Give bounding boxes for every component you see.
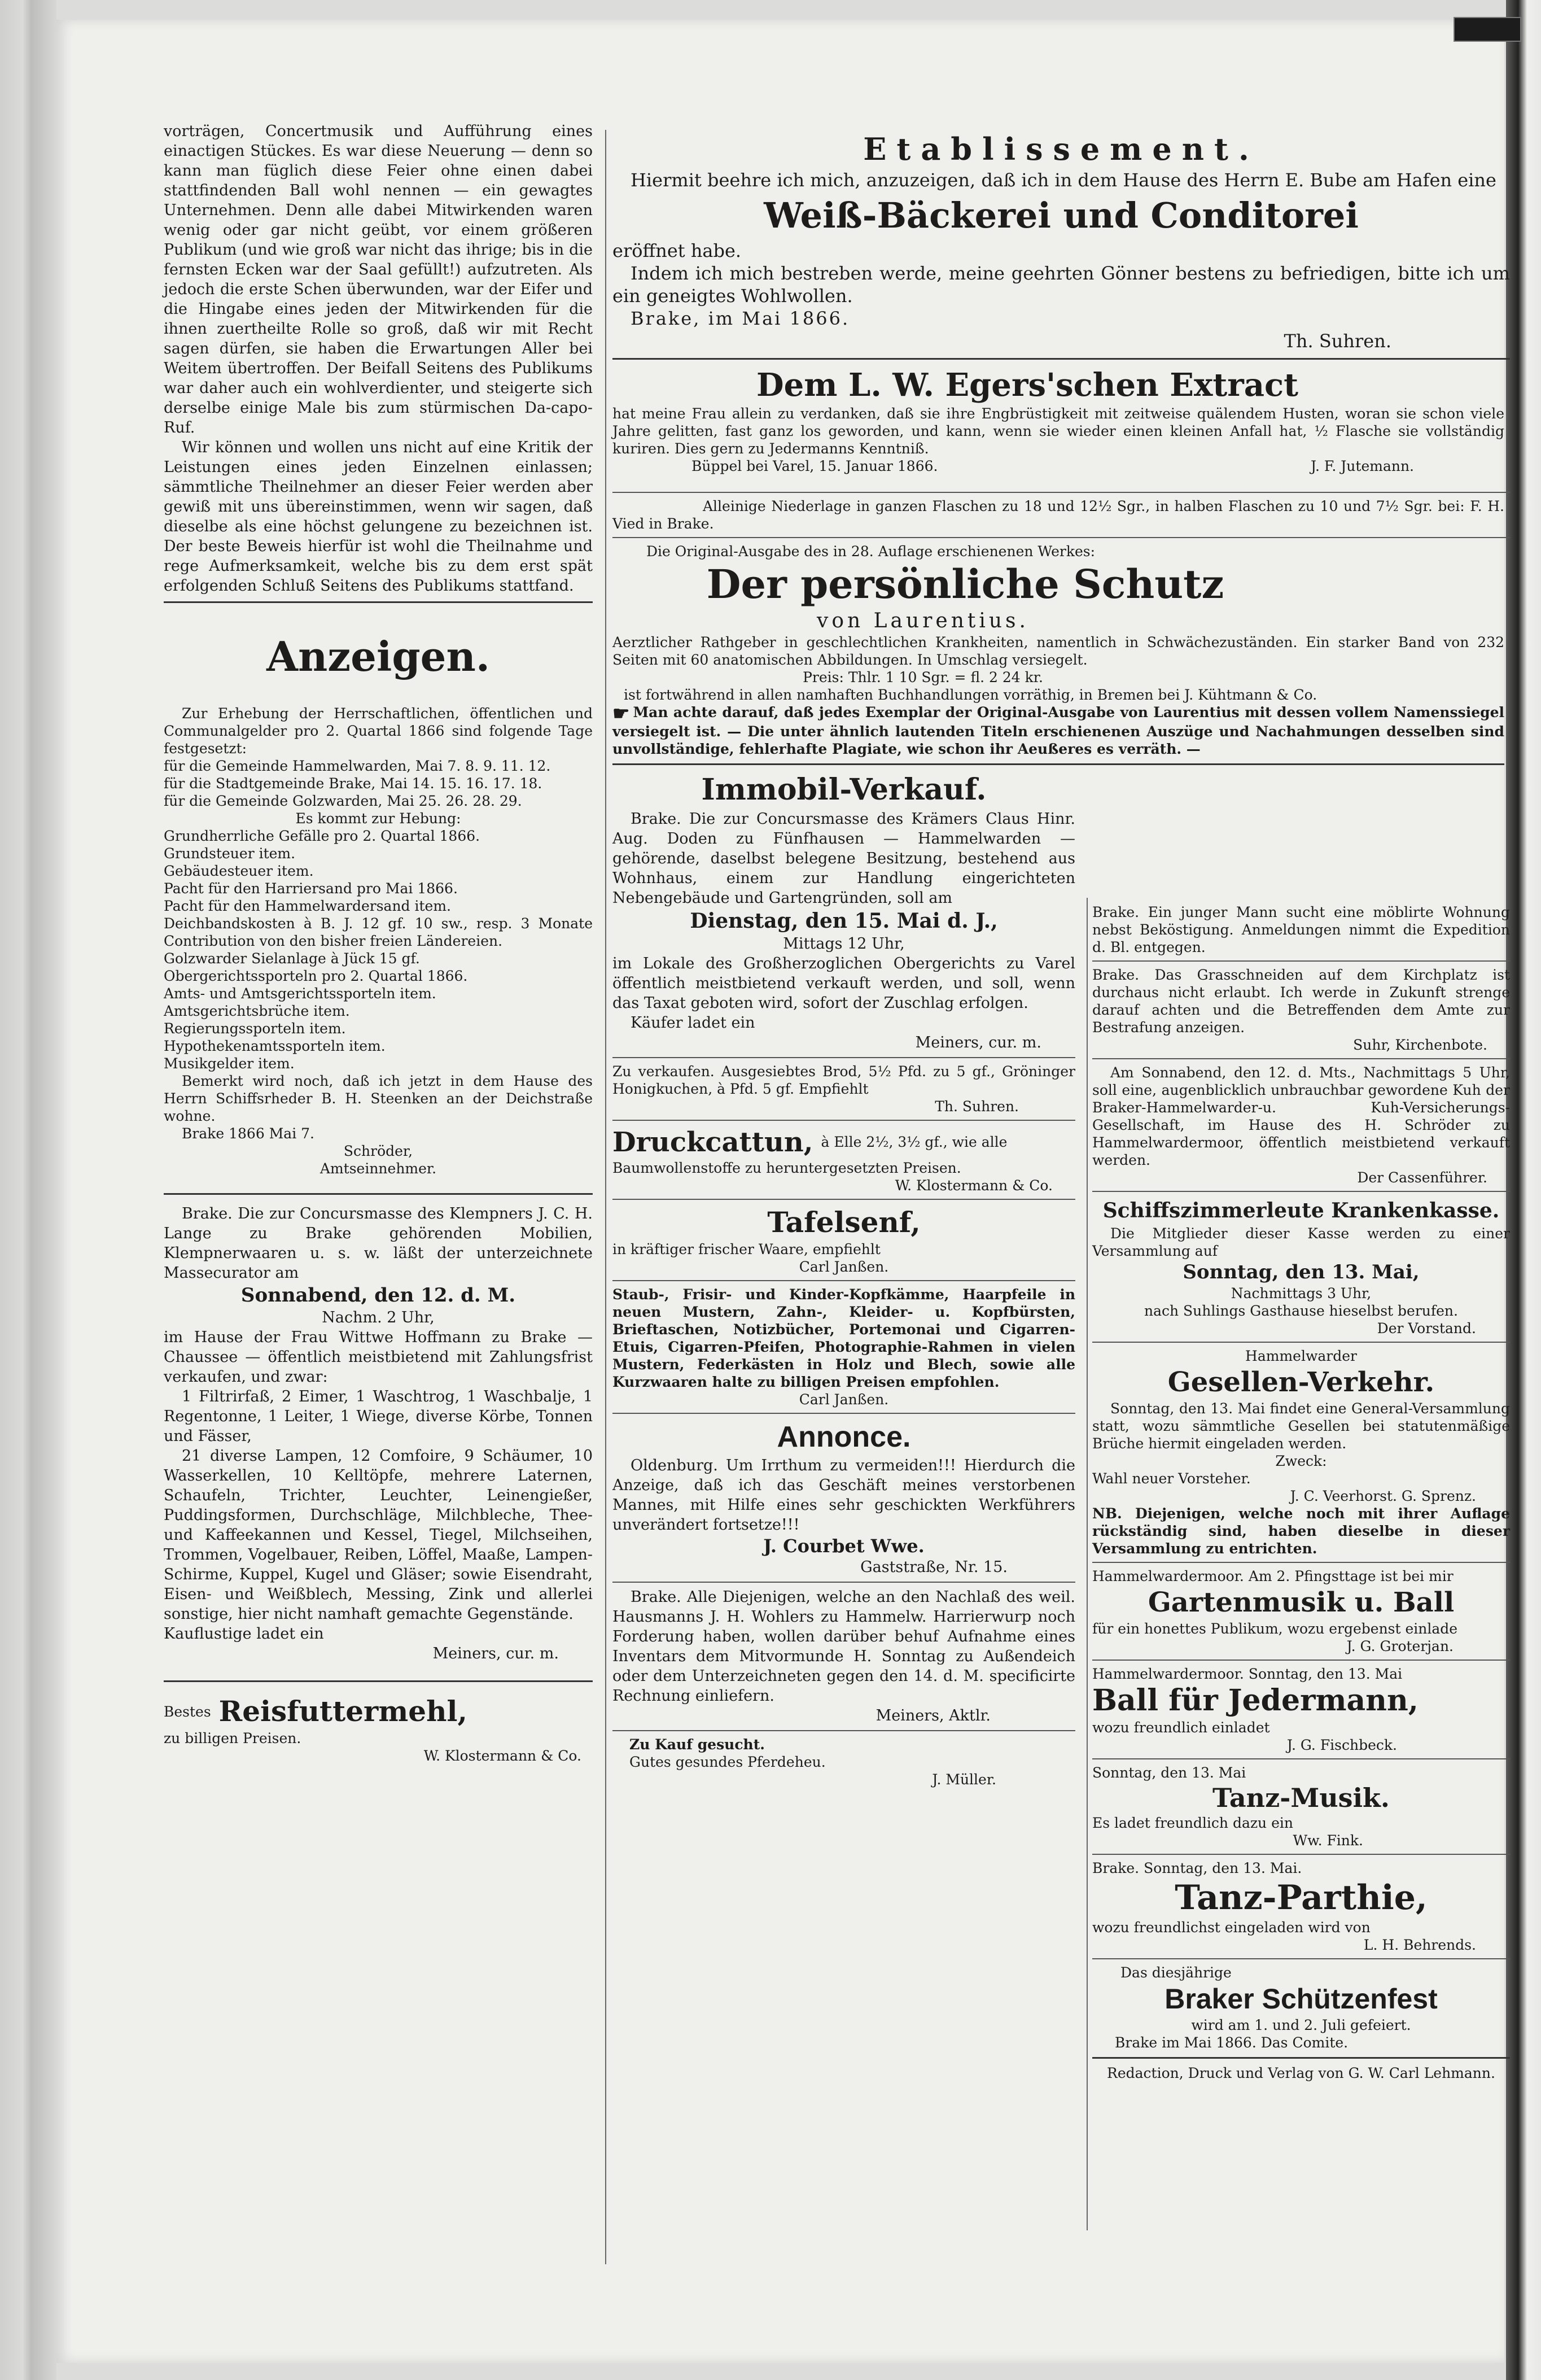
ad-signature: Carl Janßen. (799, 1391, 889, 1408)
ad-signature: J. G. Groterjan. (1346, 1638, 1454, 1654)
book-spine-edge (0, 0, 56, 2380)
ad-druckcattun (612, 1125, 1075, 1159)
ad-title: Immobil-Verkauf. (701, 772, 987, 807)
notice-text: Zur Erhebung der Herrschaftlichen, öffentlichen und Communalgelder pro 2. Quartal 1866 sind folgende Tage festgesetzt: (164, 705, 593, 757)
divider (1092, 1342, 1510, 1343)
notice-text: Sonntag, den 13. Mai findet eine General-Versammlung statt, wozu sämmtliche Gesellen bei statutenmäßige Brüche hiermit eingeladen werden. (1092, 1400, 1510, 1452)
list-item: Amtsgerichtsbrüche item. (164, 1003, 350, 1019)
ad-signature: Carl Janßen. (799, 1258, 889, 1275)
tax-list (164, 827, 593, 1072)
ad-text: in kräftiger frischer Waare, empfiehlt (612, 1241, 881, 1257)
ad-text: Baumwollenstoffe zu heruntergesetzten Preisen. (612, 1159, 961, 1176)
ad-text: Hammelwardermoor. Am 2. Pfingsttage ist bei mir (1092, 1568, 1454, 1584)
notice-text: Kauflustige ladet ein (164, 1625, 324, 1643)
ad-text: wozu freundlich einladet (1092, 1719, 1270, 1736)
ad-text: Brake im Mai 1866. Das Comite. (1115, 2034, 1349, 2051)
imprint: Redaction, Druck und Verlag von G. W. Carl Lehmann. (1107, 2065, 1495, 2081)
ad-title: Schiffszimmerleute Krankenkasse. (1102, 1199, 1500, 1222)
list-item: Pacht für den Hammelwardersand item. (164, 898, 451, 914)
ad-title: Tafelsenf, (767, 1205, 921, 1239)
notice-text: 1 Filtrirfaß, 2 Eimer, 1 Waschtrog, 1 Waschbalje, 1 Regentonne, 1 Leiter, 1 Wiege, diverse Körbe, Tonnen und Fässer, (164, 1388, 593, 1445)
notice-text: Bemerkt wird noch, daß ich jetzt in dem Hause des Herrn Schiffsrheder B. H. Steenken an der Deichstraße wohne. (164, 1073, 593, 1124)
ad-title: Etablissement. (863, 131, 1259, 167)
divider (1092, 1958, 1510, 1959)
ad-text: im Lokale des Großherzoglichen Obergerichts zu Varel öffentlich meistbietend verkauft werden, und soll, wenn das Taxat geboten wird, sofort der Zuschlag erfolgen. (612, 954, 1075, 1012)
ad-text: Die Original-Ausgabe des in 28. Auflage erschienenen Werkes: (646, 543, 1096, 560)
ad-text: wird am 1. und 2. Juli gefeiert. (1191, 2017, 1411, 2033)
divider (1092, 1191, 1510, 1192)
divider (612, 1730, 1075, 1731)
divider (164, 601, 593, 603)
section-heading: Anzeigen. (266, 632, 490, 680)
list-item: Pacht für den Harriersand pro Mai 1866. (164, 880, 458, 897)
notice-signature: Suhr, Kirchenbote. (1353, 1037, 1487, 1053)
divider (1092, 2057, 1510, 2059)
next-page-edge (1506, 0, 1541, 2380)
ad-signature: L. H. Behrends. (1363, 1937, 1476, 1953)
ad-title: Tanz-Parthie, (1175, 1878, 1428, 1918)
middle-subcolumn (612, 771, 1075, 1788)
pointing-hand-icon: ☛ (612, 702, 630, 725)
divider (612, 1199, 1075, 1200)
ad-warning-text: Man achte darauf, daß jedes Exemplar der Original-Ausgabe von Laurentius mit dessen vollem Namenssiegel versiegelt ist. — Die unter ähnlich lautenden Titeln erschienenen Auszüge und Nachahmungen desselben sind unvollständige, fehlerhafte Plagiate, wie schon ihr Aeußeres es verräth. — (612, 704, 1504, 757)
divider (1092, 1758, 1510, 1759)
divider (612, 1413, 1075, 1414)
ad-text: zu billigen Preisen. (164, 1730, 301, 1746)
ad-title: Annonce. (777, 1420, 911, 1453)
article-paragraph: vorträgen, Concertmusik und Aufführung eines einactigen Stückes. Es war diese Neuerung — denn so kann man füglich diese Feier ohne einen dabei stattfindenden Ball wohl nennen — ein gewagtes Unternehmen. Denn alle dabei Mitwirkenden waren wenig oder gar nicht geübt, vor einem größeren Publikum (und wie groß war nicht das ihrige; bis in die fernsten Ecken war der Saal gefüllt!) aufzutreten. Als jedoch die erste Schen überwunden, war der Eifer und die Hingabe eines jeden der Mitwirkenden für die ihnen zuertheilte Rolle so groß, daß wir mit Recht sagen dürfen, sie haben die Erwartungen Aller bei Weitem übertroffen. Der Beifall Seitens des Publikums war daher auch ein wohlverdienter, und steigerte sich derselbe einige Male bis zum stürmischen Da-capo-Ruf. (164, 123, 593, 436)
ad-text: Käufer ladet ein (631, 1014, 755, 1032)
ad-title: Gesellen-Verkehr. (1167, 1366, 1435, 1398)
signature: Amtseinnehmer. (319, 1160, 437, 1177)
right-column (1092, 903, 1510, 2082)
list-item: Deichbandskosten à B. J. 12 gf. 10 sw., resp. 3 Monate Contribution von den bisher freien Ländereien. (164, 915, 593, 949)
divider (612, 763, 1504, 765)
book-author: von Laurentius. (817, 609, 1029, 632)
list-item: Musikgelder item. (164, 1055, 295, 1072)
left-column (164, 121, 593, 1765)
ad-text: Das diesjährige (1120, 1964, 1232, 1981)
notice-text: Am Sonnabend, den 12. d. Mts., Nachmittags 5 Uhr, soll eine, augenblicklich unbrauchbar gewordene Kuh der Braker-Hammelwarder-u. Kuh-Versicherungs-Gesellschaft, im Hause des H. Schröder zu Hammelwardermoor, öffentlich meistbietend verkauft werden. (1092, 1064, 1510, 1168)
notice-text: Brake. Die zur Concursmasse des Klempners J. C. H. Lange zu Brake gehörenden Mobilien, Klempnerwaaren u. s. w. läßt der unterzeichnete Massecurator am (164, 1205, 593, 1282)
ad-text: Hiermit beehre ich mich, anzuzeigen, daß ich in dem Hause des Herrn E. Bube am Hafen eine (631, 169, 1496, 191)
ad-title: Tanz-Musik. (1212, 1783, 1390, 1813)
divider (1092, 1854, 1510, 1855)
list-item: Amts- und Amtsgerichtssporteln item. (164, 985, 436, 1002)
notice-text: Brake. Ein junger Mann sucht eine möblirte Wohnung nebst Beköstigung. Anmeldungen nimmt die Expedition d. Bl. entgegen. (1092, 904, 1510, 955)
ad-title: Ball für Jedermann, (1092, 1683, 1419, 1718)
list-item: Grundsteuer item. (164, 845, 296, 862)
notice-text: Nachm. 2 Uhr, (322, 1309, 435, 1326)
notice-signature: Der Cassenführer. (1357, 1169, 1487, 1186)
ad-signature: W. Klostermann & Co. (423, 1748, 581, 1764)
notice-text: Zweck: (1275, 1453, 1327, 1469)
notice-text: nach Suhlings Gasthause hieselbst berufen. (1144, 1303, 1458, 1319)
book-title: Der persönliche Schutz (706, 561, 1224, 608)
list-item: Gebäudesteuer item. (164, 863, 314, 879)
ad-text: Brake. Die zur Concursmasse des Krämers Claus Hinr. Aug. Doden zu Fünfhausen — Hammelwarden — gehörende, daselbst belegene Besitzung, bestehend aus Wohnhaus, einem zur Handlung eingerichteten Nebengebäude und Gartengründen, soll am (612, 810, 1075, 907)
ad-text: hat meine Frau allein zu verdanken, daß sie ihre Engbrüstigkeit mit zeitweise quälendem Husten, woran sie schon viele Jahre gelitten, fast ganz los geworden, und kann, wenn sie wieder einen kleinen Anfall hat, ½ Flasche sie vollständig kuriren. Dies gern zu Jedermanns Kenntniß. (612, 405, 1504, 457)
ad-place-date: Büppel bei Varel, 15. Januar 1866. (691, 458, 938, 474)
column-divider-left (605, 130, 606, 2264)
ad-text: Zu verkaufen. Ausgesiebtes Brod, 5½ Pfd. zu 5 gf., Gröninger Honigkuchen, à Pfd. 5 gf. Empfiehlt (612, 1063, 1075, 1097)
ad-warning (612, 704, 1504, 758)
notice-emphasis: Sonnabend, den 12. d. M. (240, 1284, 516, 1307)
ad-text: Hammelwardermoor. Sonntag, den 13. Mai (1092, 1666, 1403, 1682)
ad-reisfuttermehl (164, 1693, 593, 1730)
ad-date: Brake, im Mai 1866. (631, 308, 850, 329)
ad-text: für ein honettes Publikum, wozu ergebenst einlade (1092, 1621, 1458, 1637)
ad-text: Alleinige Niederlage in ganzen Flaschen zu 18 und 12½ Sgr., in halben Flaschen zu 10 und 7½ Sgr. bei: F. H. Vied in Brake. (612, 498, 1504, 532)
ad-signature: Th. Suhren. (935, 1098, 1019, 1115)
ad-title: Reisfuttermehl, (218, 1695, 467, 1728)
ad-title: Braker Schützenfest (1164, 1983, 1438, 2015)
ad-title: Zu Kauf gesucht. (629, 1736, 765, 1753)
divider (612, 358, 1510, 360)
ad-text: wozu freundlichst eingeladen wird von (1092, 1919, 1371, 1936)
ad-prefix: Bestes (164, 1703, 211, 1720)
notice-text: für die Gemeinde Golzwarden, Mai 25. 26. 28. 29. (164, 793, 522, 809)
notice-signature: Meiners, Aktlr. (875, 1706, 991, 1724)
ad-signature: W. Klostermann & Co. (895, 1177, 1053, 1194)
notice-signature: J. C. Veerhorst. G. Sprenz. (1290, 1488, 1476, 1504)
ad-signature: J. G. Fischbeck. (1286, 1737, 1397, 1753)
signature: Meiners, cur. m. (432, 1645, 559, 1662)
ad-text: Oldenburg. Um Irrthum zu vermeiden!!! Hierdurch die Anzeige, daß ich das Geschäft meines verstorbenen Mannes, mit Hilfe eines sehr geschickten Werkführers unverändert fortsetze!!! (612, 1456, 1075, 1534)
ad-footer (612, 457, 1414, 475)
list-item: Obergerichtssporteln pro 2. Quartal 1866. (164, 968, 468, 984)
ad-kicker: Hammelwarder (1245, 1348, 1357, 1364)
ad-text: Brake. Sonntag, den 13. Mai. (1092, 1860, 1302, 1876)
ad-title: Gartenmusik u. Ball (1148, 1587, 1455, 1618)
list-item: Grundherrliche Gefälle pro 2. Quartal 1866. (164, 828, 480, 844)
divider (612, 492, 1510, 493)
ad-price: Preis: Thlr. 1 10 Sgr. = fl. 2 24 kr. (803, 669, 1043, 685)
notice-text: im Hause der Frau Wittwe Hoffmann zu Brake — Chaussee — öffentlich meistbietend mit Zahlungsfrist verkaufen, und zwar: (164, 1329, 593, 1386)
notice-text: für die Gemeinde Hammelwarden, Mai 7. 8. 9. 11. 12. (164, 758, 551, 774)
ad-text: Mittags 12 Uhr, (783, 934, 905, 953)
notice-text: 21 diverse Lampen, 12 Comfoire, 9 Schäumer, 10 Wasserkellen, 10 Kelltöpfe, mehrere Laternen, Schaufeln, Trichter, Leuchter, Leinengießer, Puddingsformen, Durchschläge, Milchbleche, Thee- und Kaffeekannen und Kessel, Tiegel, Milchseihen, Trommen, Vogelbauer, Reiben, Löffel, Maaße, Lampen-Schirme, Kuppel, Kugel und Gläser; sowie Eisendraht, Eisen- und Weißblech, Messing, Zink und allerlei sonstige, hier nicht namhaft gemachte Gegenstände. (164, 1447, 593, 1623)
ad-address: Gaststraße, Nr. 15. (860, 1558, 1008, 1576)
list-item: Golzwarder Sielanlage à Jück 15 gf. (164, 950, 420, 967)
ad-signature: J. Courbet Wwe. (763, 1535, 925, 1557)
ad-text: Es ladet freundlich dazu ein (1092, 1815, 1293, 1831)
notice-text: Nachmittags 3 Uhr, (1231, 1285, 1372, 1302)
ad-signature: Th. Suhren. (1284, 330, 1391, 352)
divider (612, 1280, 1075, 1281)
divider (612, 1057, 1075, 1058)
ad-signature: J. Müller. (932, 1771, 996, 1788)
notice-text: Brake. Das Grasschneiden auf dem Kirchplatz ist durchaus nicht erlaubt. Ich werde in Zukunft strenge darauf achten und die Betreffenden dem Amte zur Bestrafung anzeigen. (1092, 967, 1510, 1036)
divider (612, 537, 1510, 538)
ad-text: ist fortwährend in allen namhaften Buchhandlungen vorräthig, in Bremen bei J. Kühtmann & Co. (624, 687, 1317, 703)
list-item: Regierungssporteln item. (164, 1020, 346, 1037)
ad-signature: J. F. Jutemann. (1310, 458, 1414, 474)
divider (164, 1680, 593, 1682)
divider (612, 1582, 1075, 1583)
article-paragraph: Wir können und wollen uns nicht auf eine Kritik der Leistungen eines jeden Einzelnen einlassen; sämmtliche Theilnehmer an dieser Feier werden aber gewiß mit uns übereinstimmen, wenn wir sagen, daß dieselbe als eine höchst gelungene zu bezeichnen ist. Der beste Beweis hierfür ist wohl die Theilnahme und rege Aufmerksamkeit, welche bis zu dem erst spät erfolgenden Schluß Seitens des Publikums stattfand. (164, 439, 593, 595)
divider (1092, 1660, 1510, 1661)
notice-date: Brake 1866 Mai 7. (182, 1125, 314, 1142)
notice-signature: Der Vorstand. (1377, 1320, 1476, 1337)
notice-text: Brake. Alle Diejenigen, welche an den Nachlaß des weil. Hausmanns J. H. Wohlers zu Hammelw. Harrierwurp noch Forderung haben, wollen darüber behuf Aufnahme eines Inventars dem Mitvormunde H. Sonntag zu Außendeich oder dem Unterzeichneten gegen den 14. d. M. specificirte Rechnung einliefern. (612, 1588, 1075, 1705)
notice-text: für die Stadtgemeinde Brake, Mai 14. 15. 16. 17. 18. (164, 775, 542, 792)
ad-text: à Elle 2½, 3½ gf., wie alle (821, 1134, 1008, 1150)
ad-text: Aerztlicher Rathgeber in geschlechtlichen Krankheiten, namentlich in Schwächezuständen. Ein starker Band von 232 Seiten mit 60 anatomischen Abbildungen. In Umschlag versiegelt. (612, 634, 1504, 668)
divider (612, 1120, 1075, 1121)
list-item: Hypothekenamtssporteln item. (164, 1038, 386, 1054)
ad-text: Sonntag, den 13. Mai (1092, 1765, 1246, 1781)
notice-emphasis: Sonntag, den 13. Mai, (1183, 1261, 1420, 1283)
divider (164, 1193, 593, 1195)
notice-text: Die Mitglieder dieser Kasse werden zu einer Versammlung auf (1092, 1225, 1510, 1259)
ad-signature: Ww. Fink. (1293, 1832, 1363, 1849)
ad-title: Druckcattun, (612, 1126, 813, 1158)
ad-text: Gutes gesundes Pferdeheu. (629, 1753, 826, 1770)
ad-signature: Meiners, cur. m. (915, 1033, 1041, 1051)
divider (1092, 1562, 1510, 1563)
ad-emphasis: Dienstag, den 15. Mai d. J., (690, 909, 998, 933)
ad-text: Staub-, Frisir- und Kinder-Kopfkämme, Haarpfeile in neuen Mustern, Zahn-, Kleider- u. Kopfbürsten, Brieftaschen, Notizbücher, Portemonai und Cigarren-Etuis, Cigarren-Pfeifen, Photographie-Rahmen in vielen Mustern, Federkästen in Holz und Blech, sowie alle Kurzwaaren halte zu billigen Preisen empfohlen. (612, 1286, 1075, 1390)
notice-text: Wahl neuer Vorsteher. (1092, 1470, 1251, 1487)
notice-text: NB. Diejenigen, welche noch mit ihrer Auflage rückständig sind, haben dieselbe in dieser Versammlung zu entrichten. (1092, 1505, 1510, 1557)
notice-text: Es kommt zur Hebung: (295, 810, 461, 827)
signature: Schröder, (343, 1143, 413, 1159)
ad-headline: Weiß-Bäckerei und Conditorei (764, 195, 1359, 236)
ad-text: Indem ich mich bestreben werde, meine geehrten Gönner bestens zu befriedigen, bitte ich um ein geneigtes Wohlwollen. (612, 263, 1510, 307)
divider (1092, 960, 1510, 962)
color-calibration-tab (1454, 17, 1521, 42)
divider (1092, 1058, 1510, 1059)
ad-title: Dem L. W. Egers'schen Extract (756, 366, 1298, 404)
ad-text: eröffnet habe. (612, 240, 742, 261)
